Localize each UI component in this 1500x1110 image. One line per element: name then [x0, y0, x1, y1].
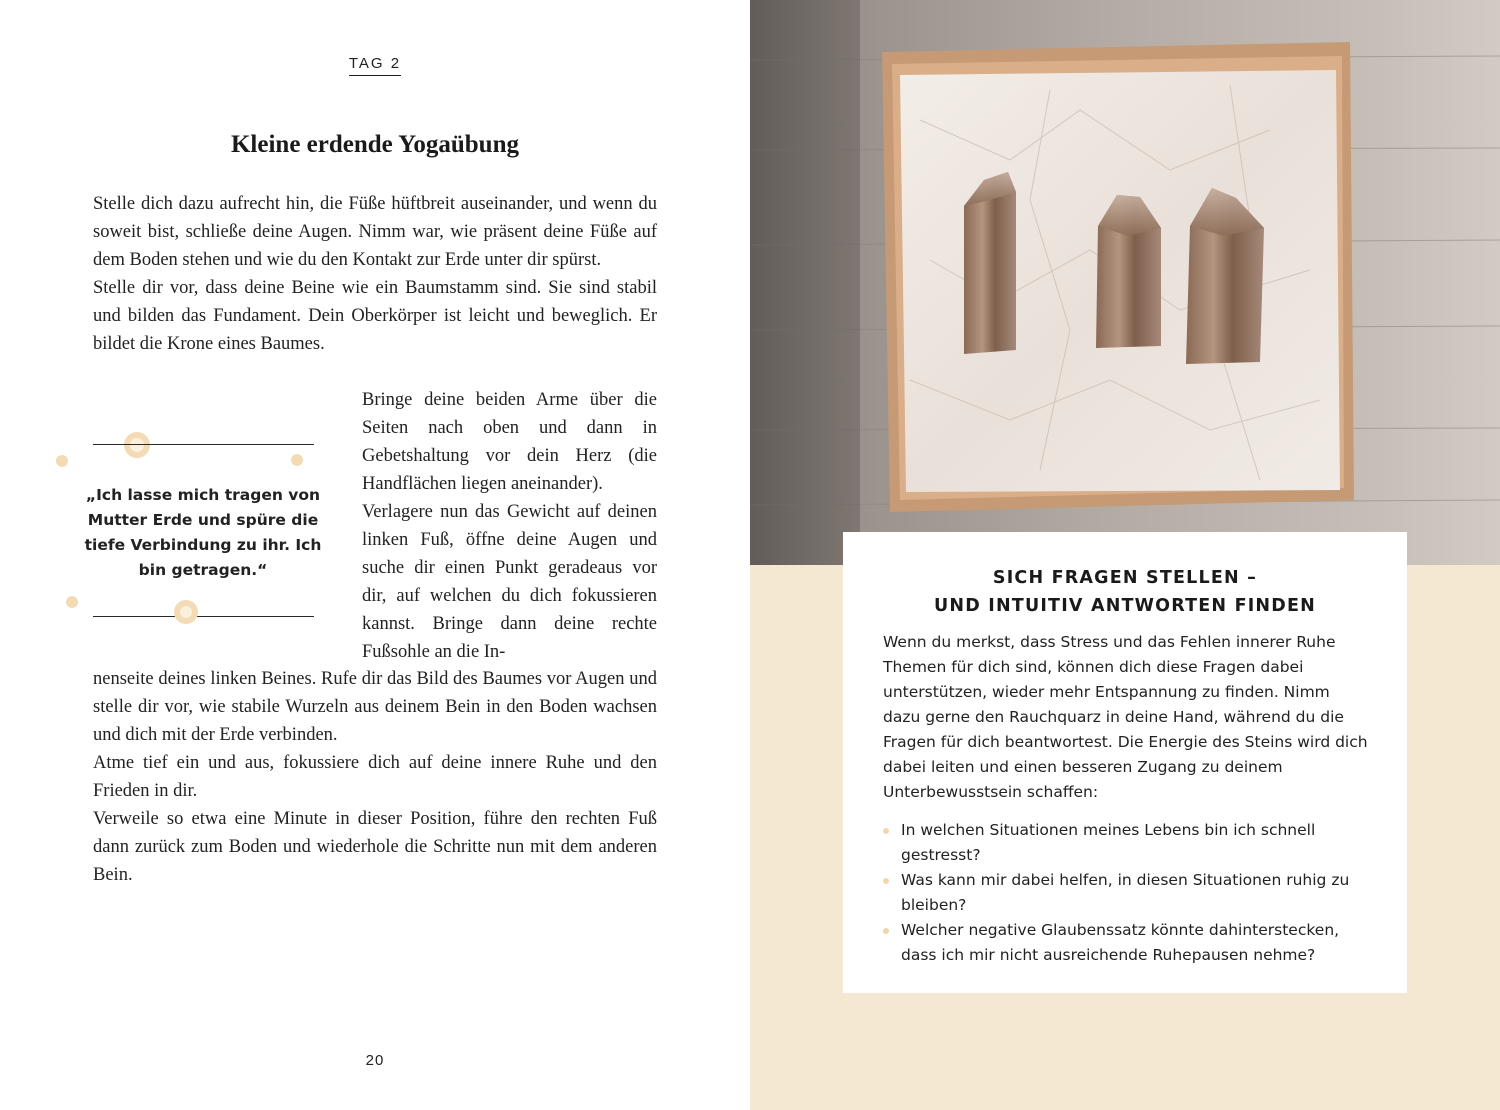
list-item [883, 818, 1369, 868]
paragraph: nenseite deines linken Beines. Rufe dir das Bild des Baumes vor Augen und stelle dir vor, wie stabile Wurzeln aus deinem Bein in den Boden wachsen und dich mit der Erde verbinden. [93, 669, 657, 745]
paragraph: Atme tief ein und aus, fokussiere dich auf deine innere Ruhe und den Frieden in dir. [93, 753, 657, 801]
bullet-icon [883, 928, 889, 934]
decorative-circle-icon [66, 596, 78, 608]
paragraph: Stelle dir vor, dass deine Beine wie ein Baumstamm sind. Sie sind stabil und bilden das Fundament. Dein Oberkörper ist leicht und beweglich. Er bildet die Krone eines Baumes. [93, 278, 657, 354]
decorative-circle-icon [174, 600, 198, 624]
list-item [883, 918, 1369, 968]
divider [93, 444, 314, 445]
paragraph: Verweile so etwa eine Minute in dieser Position, führe den rechten Fuß dann zurück zum Boden und wiederhole die Schritte nun mit dem anderen Bein. [93, 809, 657, 885]
question-text: Was kann mir dabei helfen, in diesen Situationen ruhig zu bleiben? [901, 871, 1350, 914]
quote-box [50, 425, 340, 635]
box-heading-line: UND INTUITIV ANTWORTEN FINDEN [933, 596, 1317, 616]
list-item [883, 868, 1369, 918]
box-heading-line: SICH FRAGEN STELLEN – [992, 568, 1258, 588]
crystal-photo [750, 0, 1500, 565]
decorative-circle-icon [291, 454, 303, 466]
question-list [883, 818, 1369, 968]
bullet-icon [883, 828, 889, 834]
questions-box [843, 532, 1407, 993]
question-text: In welchen Situationen meines Lebens bin ich schnell gestresst? [901, 821, 1316, 864]
decorative-circle-icon [124, 432, 150, 458]
box-intro: Wenn du merkst, dass Stress und das Fehlen innerer Ruhe Themen für dich sind, können dich diese Fragen dabei unterstützen, wieder mehr Entspannung zu finden. Nimm dazu gerne den Rauchquarz in deine Hand, während du die Fragen für dich beantwortest. Die Energie des Steins wird dich dabei leiten und einen besseren Zugang zu deinem Unterbewusstsein schaffen: [883, 633, 1368, 801]
intro-text [93, 190, 657, 358]
paragraph: Verlagere nun das Gewicht auf deinen linken Fuß, öffne deine Augen und suche dir einen Punkt geradeaus vor dir, auf welchen du dich fokussieren kannst. Bringe dann deine rechte Fußsohle an die In- [362, 502, 657, 662]
paragraph: Stelle dich dazu aufrecht hin, die Füße hüftbreit auseinander, und wenn du soweit bist, schließe deine Augen. Nimm war, wie präsent deine Füße auf dem Boden stehen und wie du den Kontakt zur Erde unter dir spürst. [93, 194, 657, 270]
question-text: Welcher negative Glaubenssatz könnte dahinterstecken, dass ich mir nicht ausreichende Ruhepausen nehme? [901, 921, 1340, 964]
paragraph: Bringe deine beiden Arme über die Seiten nach oben und dann in Gebetshaltung vor dein Herz (die Handflächen liegen aneinander). [362, 390, 657, 494]
page-number: 20 [365, 1052, 385, 1069]
wrapped-text [362, 386, 657, 666]
day-label: TAG 2 [0, 55, 750, 76]
decorative-circle-icon [56, 455, 68, 467]
bullet-icon [883, 878, 889, 884]
closing-text [93, 665, 657, 889]
right-page [750, 0, 1500, 1110]
quote-text: „Ich lasse mich tragen von Mutter Erde und spüre die tiefe Verbindung zu ihr. Ich bin getragen.“ [84, 486, 322, 579]
crystals-in-box-image [750, 0, 1500, 565]
box-heading [843, 564, 1407, 620]
page-title: Kleine erdende Yogaübung [230, 131, 519, 158]
divider [93, 616, 314, 617]
